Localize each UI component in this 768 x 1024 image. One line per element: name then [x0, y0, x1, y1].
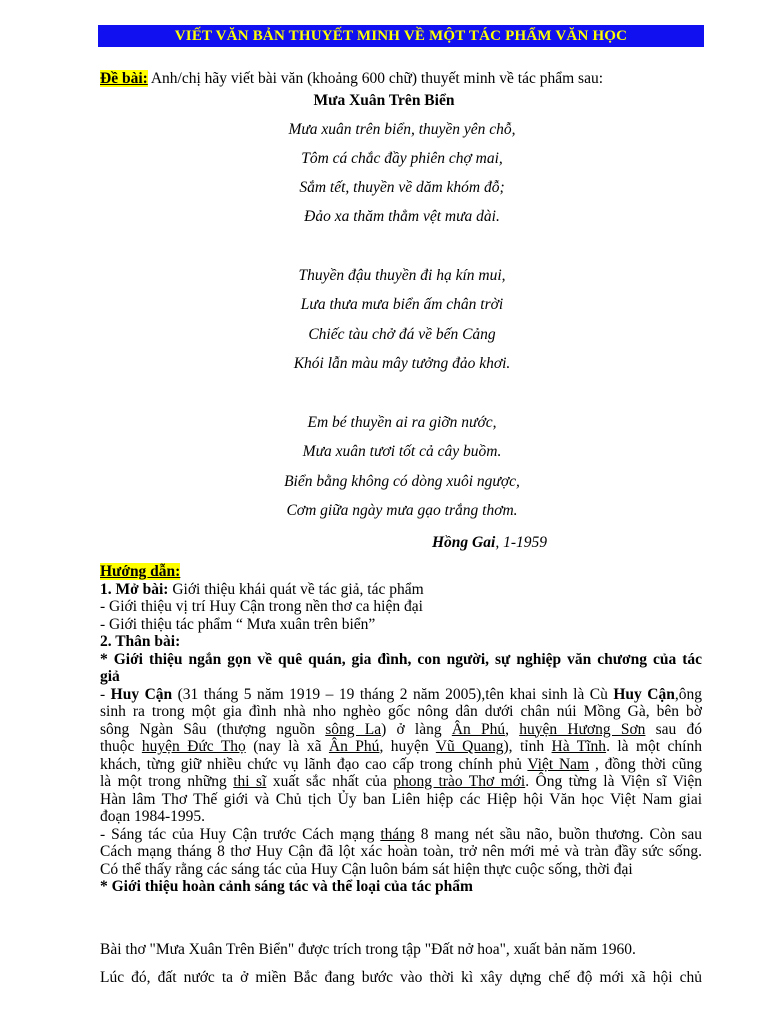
- context-line: Lúc đó, đất nước ta ở miền Bắc đang bước vào thời kì xây dựng chế độ mới xã hội chủ: [100, 969, 702, 986]
- bio-line: - Huy Cận (31 tháng 5 năm 1919 – 19 tháng 2 năm 2005),tên khai sinh là Cù Huy Cận,ông: [100, 685, 702, 703]
- poem-verse: Chiếc tàu chở đá về bến Cảng: [308, 326, 496, 343]
- context-line: Bài thơ "Mưa Xuân Trên Biển" được trích trong tập "Đất nở hoa", xuất bản năm 1960.: [100, 941, 636, 958]
- intro-text: Giới thiệu khái quát về tác giả, tác phẩm: [168, 580, 424, 598]
- works-line: Có thể thấy rằng các sáng tác của Huy Cận luôn bám sát hiện thực cuộc sống, thời đại: [100, 860, 633, 878]
- guide-section: [100, 563, 702, 896]
- poem-verse: Sắm tết, thuyền về dăm khóm đỗ;: [299, 179, 505, 196]
- poem-verse: Lưa thưa mưa biển ấm chân trời: [300, 296, 504, 313]
- wiki-link[interactable]: huyện Hương Sơn: [519, 720, 646, 738]
- wiki-link[interactable]: tháng: [380, 825, 415, 843]
- poem-verse: Biển bằng không có dòng xuôi ngược,: [284, 473, 520, 490]
- wiki-link[interactable]: thi sĩ: [233, 773, 267, 790]
- bio-line: sinh ra trong một gia đình nhà nho nghèo gốc nông dân dưới chân núi Mồng Gà, bên bờ: [100, 703, 702, 720]
- poem-verse: Thuyền đậu thuyền đi hạ kín mui,: [298, 267, 506, 284]
- bio-line: đoạn 1984-1995.: [100, 808, 206, 825]
- poem-date: , 1-1959: [495, 534, 547, 551]
- document-title-banner: VIẾT VĂN BẢN THUYẾT MINH VỀ MỘT TÁC PHẨM VĂN HỌC: [98, 25, 704, 47]
- poem-verse: Đảo xa thăm thẳm vệt mưa dài.: [304, 208, 500, 225]
- works-line: - Sáng tác của Huy Cận trước Cách mạng tháng 8 mang nét sầu não, buồn thương. Còn sau: [100, 825, 702, 843]
- prompt-text: Anh/chị hãy viết bài văn (khoảng 600 chữ) thuyết minh về tác phẩm sau:: [147, 70, 604, 87]
- wiki-link[interactable]: Hà Tĩnh: [551, 738, 607, 755]
- context-paragraph: [100, 936, 702, 992]
- wiki-link[interactable]: Ân Phú: [328, 738, 380, 755]
- prompt-label: Đề bài:: [100, 70, 148, 87]
- poem-signature: [432, 532, 547, 554]
- wiki-link[interactable]: phong trào Thơ mới: [393, 773, 526, 790]
- bio-line: Hàn lâm Thơ Thế giới và Chủ tịch Ủy ban Liên hiệp các Hiệp hội Văn học Việt Nam giai: [100, 790, 702, 808]
- bio-line: sông Ngàn Sâu (thượng nguồn sông La) ở làng Ân Phú, huyện Hương Sơn sau đó: [100, 720, 703, 738]
- wiki-link[interactable]: sông La: [325, 720, 382, 738]
- subheading-author-cont: giả: [100, 668, 120, 685]
- poem-verse: Khói lẫn màu mây tưởng đảo khơi.: [293, 355, 511, 372]
- poem-verse: Mưa xuân trên biển, thuyền yên chỗ,: [288, 121, 516, 138]
- wiki-link[interactable]: huyện Đức Thọ: [141, 738, 246, 755]
- assignment-prompt: [100, 68, 603, 90]
- subheading-author: * Giới thiệu ngắn gọn về quê quán, gia đình, con người, sự nghiệp văn chương của tác: [100, 650, 702, 668]
- body-heading: 2. Thân bài:: [100, 633, 181, 650]
- subheading-context: * Giới thiệu hoàn cảnh sáng tác và thể loại của tác phẩm: [100, 878, 473, 895]
- bio-line: là một trong những thi sĩ xuất sắc nhất của phong trào Thơ mới. Ông từng là Viện sĩ Viện: [100, 773, 703, 790]
- poem-title: Mưa Xuân Trên Biển: [313, 92, 455, 109]
- wiki-link[interactable]: Vũ Quang: [435, 738, 504, 755]
- list-item: - Giới thiệu vị trí Huy Cận trong nền thơ ca hiện đại: [100, 598, 423, 615]
- poem-place: Hồng Gai: [432, 534, 496, 551]
- poem-verse: Cơm giữa ngày mưa gạo trắng thơm.: [286, 502, 518, 519]
- bio-line: khách, từng giữ nhiều chức vụ lãnh đạo cao cấp trong chính phủ Việt Nam , đồng thời cũng: [100, 755, 702, 773]
- poem-verse: Mưa xuân tươi tốt cả cây buồm.: [302, 443, 502, 460]
- bio-line: thuộc huyện Đức Thọ (nay là xã Ân Phú, huyện Vũ Quang), tỉnh Hà Tĩnh. là một chính: [100, 738, 702, 755]
- intro-heading: 1. Mở bài:: [100, 580, 169, 598]
- list-item: - Giới thiệu tác phẩm “ Mưa xuân trên biển”: [100, 615, 376, 633]
- wiki-link[interactable]: Việt Nam: [527, 755, 590, 773]
- guide-label: Hướng dẫn:: [100, 563, 181, 580]
- poem-verse: Em bé thuyền ai ra giỡn nước,: [307, 414, 497, 431]
- poem-verse: Tôm cá chắc đầy phiên chợ mai,: [301, 150, 503, 167]
- works-line: Cách mạng tháng 8 thơ Huy Cận đã lột xác hoàn toàn, trở nên mới mẻ và tràn đầy sức sống.: [100, 843, 702, 860]
- wiki-link[interactable]: Ân Phú: [451, 720, 506, 738]
